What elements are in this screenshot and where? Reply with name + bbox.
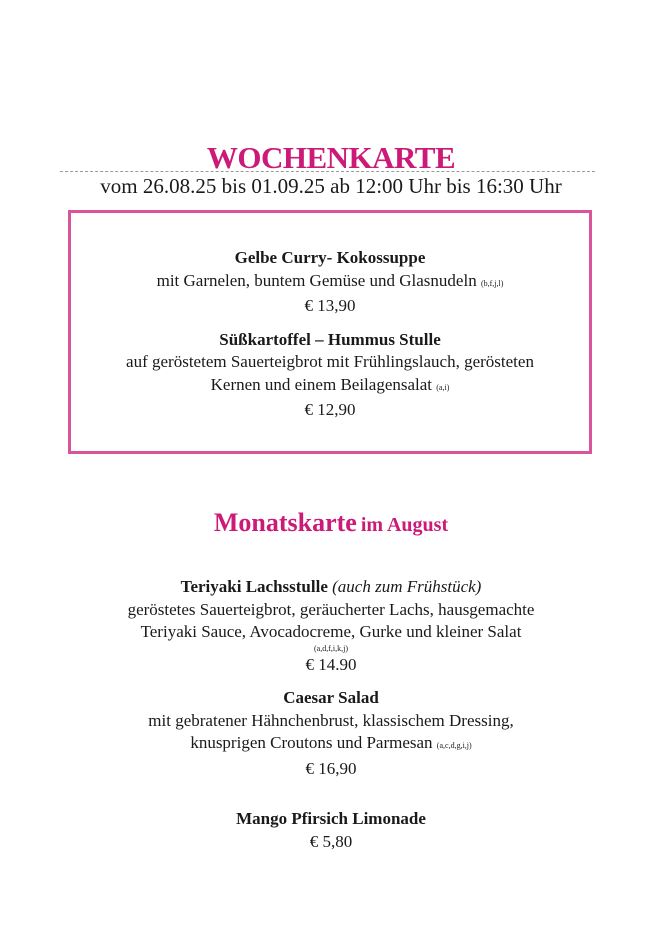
dish-price: € 13,90 bbox=[304, 296, 356, 315]
dish-description-line-1: mit gebratener Hähnchenbrust, klassischem Dressing, bbox=[148, 710, 514, 730]
dish-price: € 5,80 bbox=[309, 831, 353, 851]
dish-description-line-2: Teriyaki Sauce, Avocadocreme, Gurke und kleiner Salat bbox=[140, 622, 522, 641]
dish-name: Teriyaki Lachsstulle bbox=[180, 577, 328, 596]
dish-name: Caesar Salad bbox=[283, 688, 379, 707]
allergen-codes: (a,d,f,i,k,j) bbox=[314, 643, 348, 653]
dish-name: Gelbe Curry- Kokossuppe bbox=[234, 248, 426, 267]
allergen-codes: (a,c,d,g,i,j) bbox=[436, 741, 472, 750]
weekly-date-range: vom 26.08.25 bis 01.09.25 ab 12:00 Uhr bis 16:30 Uhr bbox=[100, 174, 562, 198]
dish-description-line-2 bbox=[0, 732, 662, 758]
monthly-dish-list bbox=[0, 576, 662, 853]
dish-price: € 12,90 bbox=[304, 400, 356, 419]
weekly-dish bbox=[71, 329, 589, 422]
dish-description-text: Kernen und einem Beilagensalat bbox=[210, 374, 433, 394]
dish-description-line-1: geröstetes Sauerteigbrot, geräucherter Lachs, hausgemachte bbox=[127, 599, 535, 619]
allergen-codes: (a,i) bbox=[436, 382, 450, 392]
monthly-menu-title bbox=[0, 508, 662, 542]
dish-description-text: mit Garnelen, buntem Gemüse und Glasnudeln bbox=[156, 270, 477, 290]
dish-price: € 14.90 bbox=[305, 654, 357, 674]
dish-name: Mango Pfirsich Limonade bbox=[236, 809, 426, 828]
dish-description-line-1: auf geröstetem Sauerteigbrot mit Frühlingslauch, gerösteten bbox=[126, 352, 534, 371]
title-divider bbox=[60, 171, 595, 172]
dish-description-text: knusprigen Croutons und Parmesan bbox=[190, 733, 433, 752]
monthly-title-month: im August bbox=[360, 514, 449, 536]
dish-note: (auch zum Frühstück) bbox=[332, 577, 482, 596]
monthly-drink bbox=[0, 808, 662, 853]
weekly-menu-title: WOCHENKARTE bbox=[206, 140, 456, 175]
monthly-dish bbox=[0, 687, 662, 780]
weekly-dish bbox=[71, 247, 589, 318]
weekly-menu-box bbox=[68, 210, 592, 454]
allergen-codes: (b,f,j,l) bbox=[480, 278, 504, 288]
dish-description-line-2 bbox=[71, 374, 589, 400]
dish-name: Süßkartoffel – Hummus Stulle bbox=[219, 329, 441, 349]
weekly-dish-list bbox=[71, 247, 589, 422]
monthly-title-main: Monatskarte bbox=[213, 508, 357, 537]
dish-price: € 16,90 bbox=[305, 758, 357, 778]
dish-description bbox=[71, 270, 589, 296]
dish-name-line bbox=[0, 576, 662, 599]
monthly-dish bbox=[0, 576, 662, 676]
